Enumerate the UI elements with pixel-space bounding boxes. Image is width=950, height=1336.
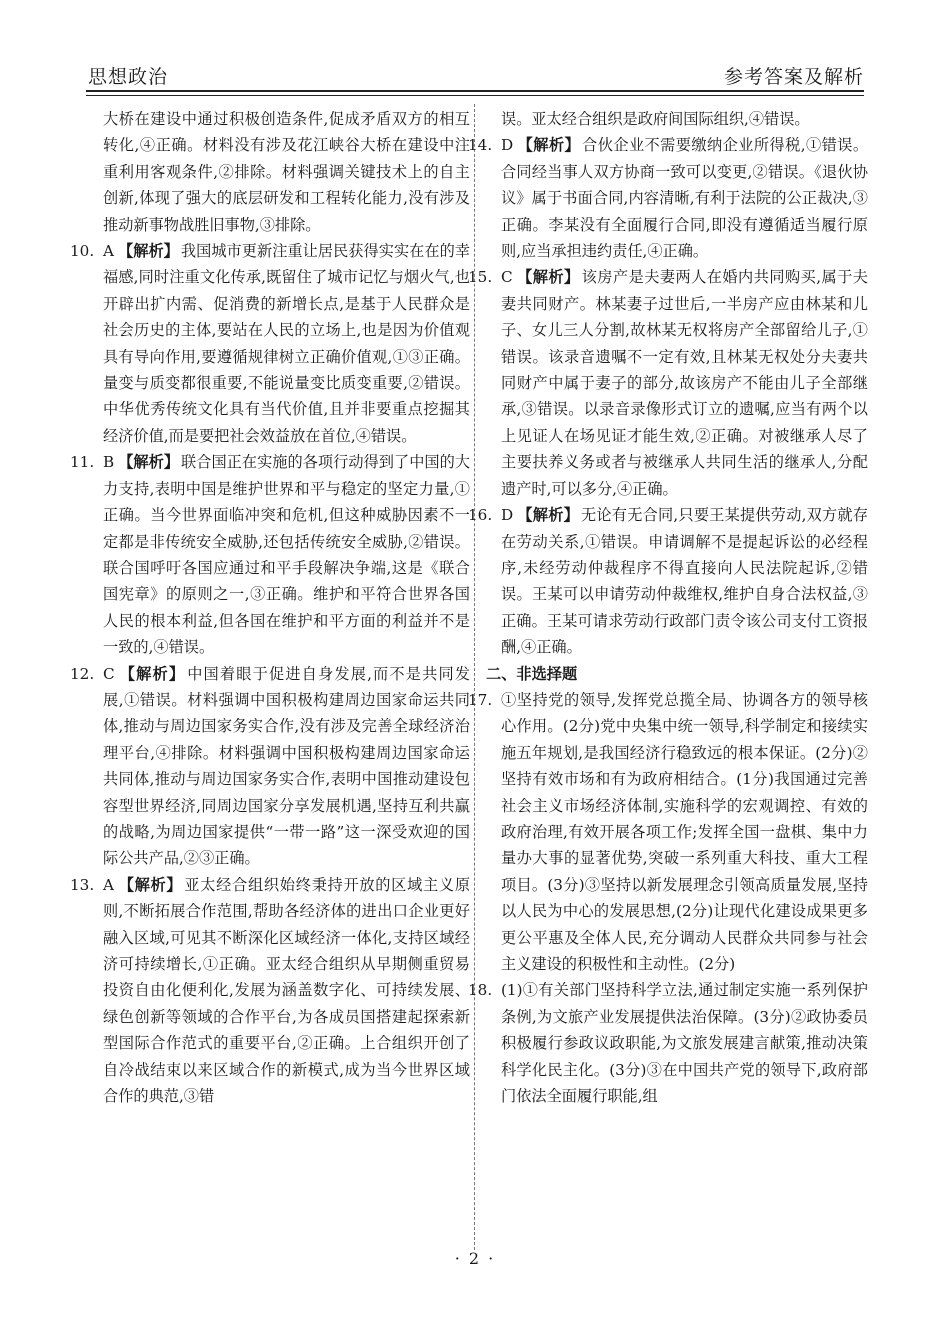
item-number: 14. [468,136,493,155]
answer-text: ①坚持党的领导,发挥党总揽全局、协调各方的领导核心作用。(2分)党中央集中统一领导,科学制定和接续实施五年规划,是我国经济行稳致远的根本保证。(2分)②坚持有效市场和有为政府相结合。(1分)我国通过完善社会主义市场经济体制,实施科学的宏观调控、有效的政府治理,有效开展各项工作;发挥全国一盘棋、集中力量办大事的显著优势,突破一系列重大科技、重大工程项目。(3分)③坚持以新发展理念引领高质量发展,坚持以人民为中心的发展思想,(2分)让现代化建设成果更多更公平惠及全体人民,充分调动人民群众共同参与社会主义建设的积极性和主动性。(2分) [501,690,868,973]
answer-item-16 [468,502,869,660]
item-number: 16. [468,506,493,525]
analysis-text: 合伙企业不需要缴纳企业所得税,①错误。合同经当事人双方协商一致可以变更,②错误。《退伙协议》属于书面合同,内容清晰,有利于法院的公正裁决,③正确。李某没有全面履行合同,即没有遵循适当履行原则,应当承担违约责任,④正确。 [501,136,869,261]
answer-item-17 [468,687,868,977]
analysis-text: 亚太经合组织始终秉持开放的区域主义原则,不断拓展合作范围,帮助各经济体的进出口企业更好融入区域,可见其不断深化区域经济一体化,支持区域经济可持续增长,①正确。亚太经合组织从早期侧重贸易投资自由化便利化,发展为涵盖数字化、可持续发展、绿色创新等领域的合作平台,为各成员国搭建起探索新型国际合作范式的重要平台,②正确。上合组织开创了自冷战结束以来区域合作的新模式,成为当今世界区域合作的典范,③错 [103,875,471,1106]
analysis-text: 中国着眼于促进自身发展,而不是共同发展,①错误。材料强调中国积极构建周边国家命运共同体,推动与周边国家务实合作,没有涉及完善全球经济治理平台,④排除。材料强调中国积极构建周边国家命运共同体,推动与周边国家务实合作,表明中国推动建设包容型世界经济,同周边国家分享发展机遇,坚持互利共赢的战略,为周边国家提供“一带一路”这一深受欢迎的国际公共产品,②③正确。 [103,664,471,868]
analysis-text: 我国城市更新注重让居民获得实实在在的幸福感,同时注重文化传承,既留住了城市记忆与烟火气,也开辟出扩内需、促消费的新增长点,是基于人民群众是社会历史的主体,要站在人民的立场上,也是因为价值观具有导向作用,要遵循规律树立正确价值观,①③正确。量变与质变都很重要,不能说量变比质变重要,②错误。中华优秀传统文化具有当代价值,且并非要重点挖掘其经济价值,而是要把社会效益放在首位,④错误。 [103,242,470,445]
item-number: 18. [468,981,493,1000]
answer-letter: A [103,242,114,261]
analysis-tag: 【解析】 [517,136,581,155]
answer-item-11 [70,449,471,660]
answer-letter: D [501,136,514,155]
analysis-text: 无论有无合同,只要王某提供劳动,双方就存在劳动关系,①错误。申请调解不是提起诉讼的必经程序,未经劳动仲裁程序不得直接向人民法院起诉,②错误。王某可以申请劳动仲裁维权,维护自身合法权益,③正确。王某可请求劳动行政部门责令该公司支付工资报酬,④正确。 [501,506,869,657]
analysis-text: 联合国正在实施的各项行动得到了中国的大力支持,表明中国是维护世界和平与稳定的坚定力量,①正确。当今世界面临冲突和危机,但这种威胁因素不一定都是非传统安全威胁,还包括传统安全威胁,②错误。联合国呼吁各国应通过和平手段解决争端,这是《联合国宪章》的原则之一,③正确。维护和平符合世界各国人民的根本利益,但各国在维护和平方面的利益并不是一致的,④错误。 [103,453,471,657]
answer-letter: C [501,268,513,287]
analysis-text: 该房产是夫妻两人在婚内共同购买,属于夫妻共同财产。林某妻子过世后,一半房产应由林某和儿子、女儿三人分割,故林某无权将房产全部留给儿子,①错误。该录音遗嘱不一定有效,且林某无权处分夫妻共同财产中属于妻子的部分,故该房产不能由儿子全部继承,③错误。以录音录像形式订立的遗嘱,应当有两个以上见证人在场见证才能生效,②正确。对被继承人尽了主要扶养义务或者与被继承人共同生活的继承人,分配遗产时,可以多分,④正确。 [501,268,868,498]
header-subject: 思想政治 [88,66,169,88]
continuation-text: 误。亚太经合组织是政府间国际组织,④错误。 [501,110,810,128]
item-number: 17. [468,690,493,709]
analysis-tag: 【解析】 [118,664,186,683]
analysis-tag: 【解析】 [118,453,180,472]
page-number: · 2 · [454,1249,496,1268]
answer-letter: C [103,664,115,683]
answer-item-15 [468,264,868,502]
answer-letter: D [501,506,514,525]
item-number: 15. [468,268,493,287]
left-column [70,106,471,1109]
section-title: 二、非选择题 [486,664,578,683]
answer-letter: B [103,453,115,472]
item-number: 11. [70,453,95,472]
analysis-tag: 【解析】 [517,506,579,525]
header-rule-thin [86,95,864,96]
continuation-text: 大桥在建设中通过积极创造条件,促成矛盾双方的相互转化,④正确。材料没有涉及花江峡谷大桥在建设中注重利用客观条件,②排除。材料强调关键技术上的自主创新,体现了强大的底层研发和工程转化能力,没有涉及推动新事物战胜旧事物,③排除。 [103,110,470,234]
answer-item-10 [70,238,470,449]
item-number: 12. [70,664,95,683]
analysis-tag: 【解析】 [516,268,580,287]
answer-item-14 [468,132,869,264]
answer-item-12 [70,661,471,872]
right-column [468,106,869,1109]
answer-item-13 [70,872,471,1110]
item-number: 10. [70,242,95,261]
analysis-tag: 【解析】 [117,242,179,261]
analysis-tag: 【解析】 [117,875,183,894]
header-rule-thick [86,90,864,92]
header-doc-type: 参考答案及解析 [723,66,864,88]
answer-item-18 [468,977,868,1109]
answer-letter: A [103,875,114,894]
item-number: 13. [70,875,95,894]
answer-text: (1)①有关部门坚持科学立法,通过制定实施一系列保护条例,为文旅产业发展提供法治保障。(3分)②政协委员积极履行参政议政职能,为文旅发展建言献策,推动决策科学化民主化。(3分)③在中国共产党的领导下,政府部门依法全面履行职能,组 [501,981,868,1106]
